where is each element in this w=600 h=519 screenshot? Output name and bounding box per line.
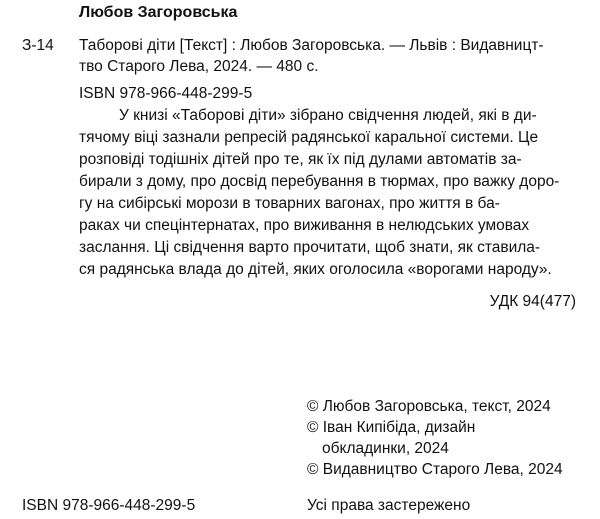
annotation-line: ся радянська влада до дітей, яких оголосила «ворогами народу».	[79, 261, 552, 278]
udc-code: УДК 94(477)	[489, 293, 576, 310]
copyright-block	[307, 396, 563, 480]
author-heading: Любов Загоровська	[79, 4, 238, 21]
copyright-designer-cont: обкладинки, 2024	[322, 440, 449, 457]
isbn-top: ISBN 978-966-448-299-5	[79, 85, 253, 102]
copyright-publisher: © Видавництво Старого Лева, 2024	[307, 461, 563, 478]
annotation-line: У книзі «Таборові діти» зібрано свідчення людей, які в ди-	[119, 107, 537, 124]
copyright-author: © Любов Загоровська, текст, 2024	[307, 398, 551, 415]
annotation-line: бирали з дому, про досвід перебування в тюрмах, про важку доро-	[79, 173, 560, 190]
annotation-line: раках чи спецінтернатах, про виживання в нелюдських умовах	[79, 217, 530, 234]
copyright-designer: © Іван Кипібіда, дизайн	[307, 419, 476, 436]
bibliographic-line: тво Старого Лева, 2024. — 480 с.	[79, 58, 319, 75]
annotation-line: тячому віці зазнали репресій радянської каральної системи. Це	[79, 129, 539, 146]
annotation-line: заслання. Ці свідчення варто прочитати, щоб знати, як ставила-	[79, 239, 541, 256]
isbn-bottom: ISBN 978-966-448-299-5	[22, 497, 196, 514]
annotation	[79, 105, 591, 281]
catalog-code: З-14	[22, 37, 54, 54]
bibliographic-description	[79, 35, 589, 77]
rights-reserved: Усі права застережено	[307, 497, 471, 514]
annotation-line: розповіді тодішніх дітей про те, як їх під дулами автоматів за-	[79, 151, 522, 168]
bibliographic-line: Таборові діти [Текст] : Любов Загоровська. — Львів : Видавницт-	[79, 37, 544, 54]
annotation-line: гу на сибірські морози в товарних вагонах, про життя в ба-	[79, 195, 500, 212]
